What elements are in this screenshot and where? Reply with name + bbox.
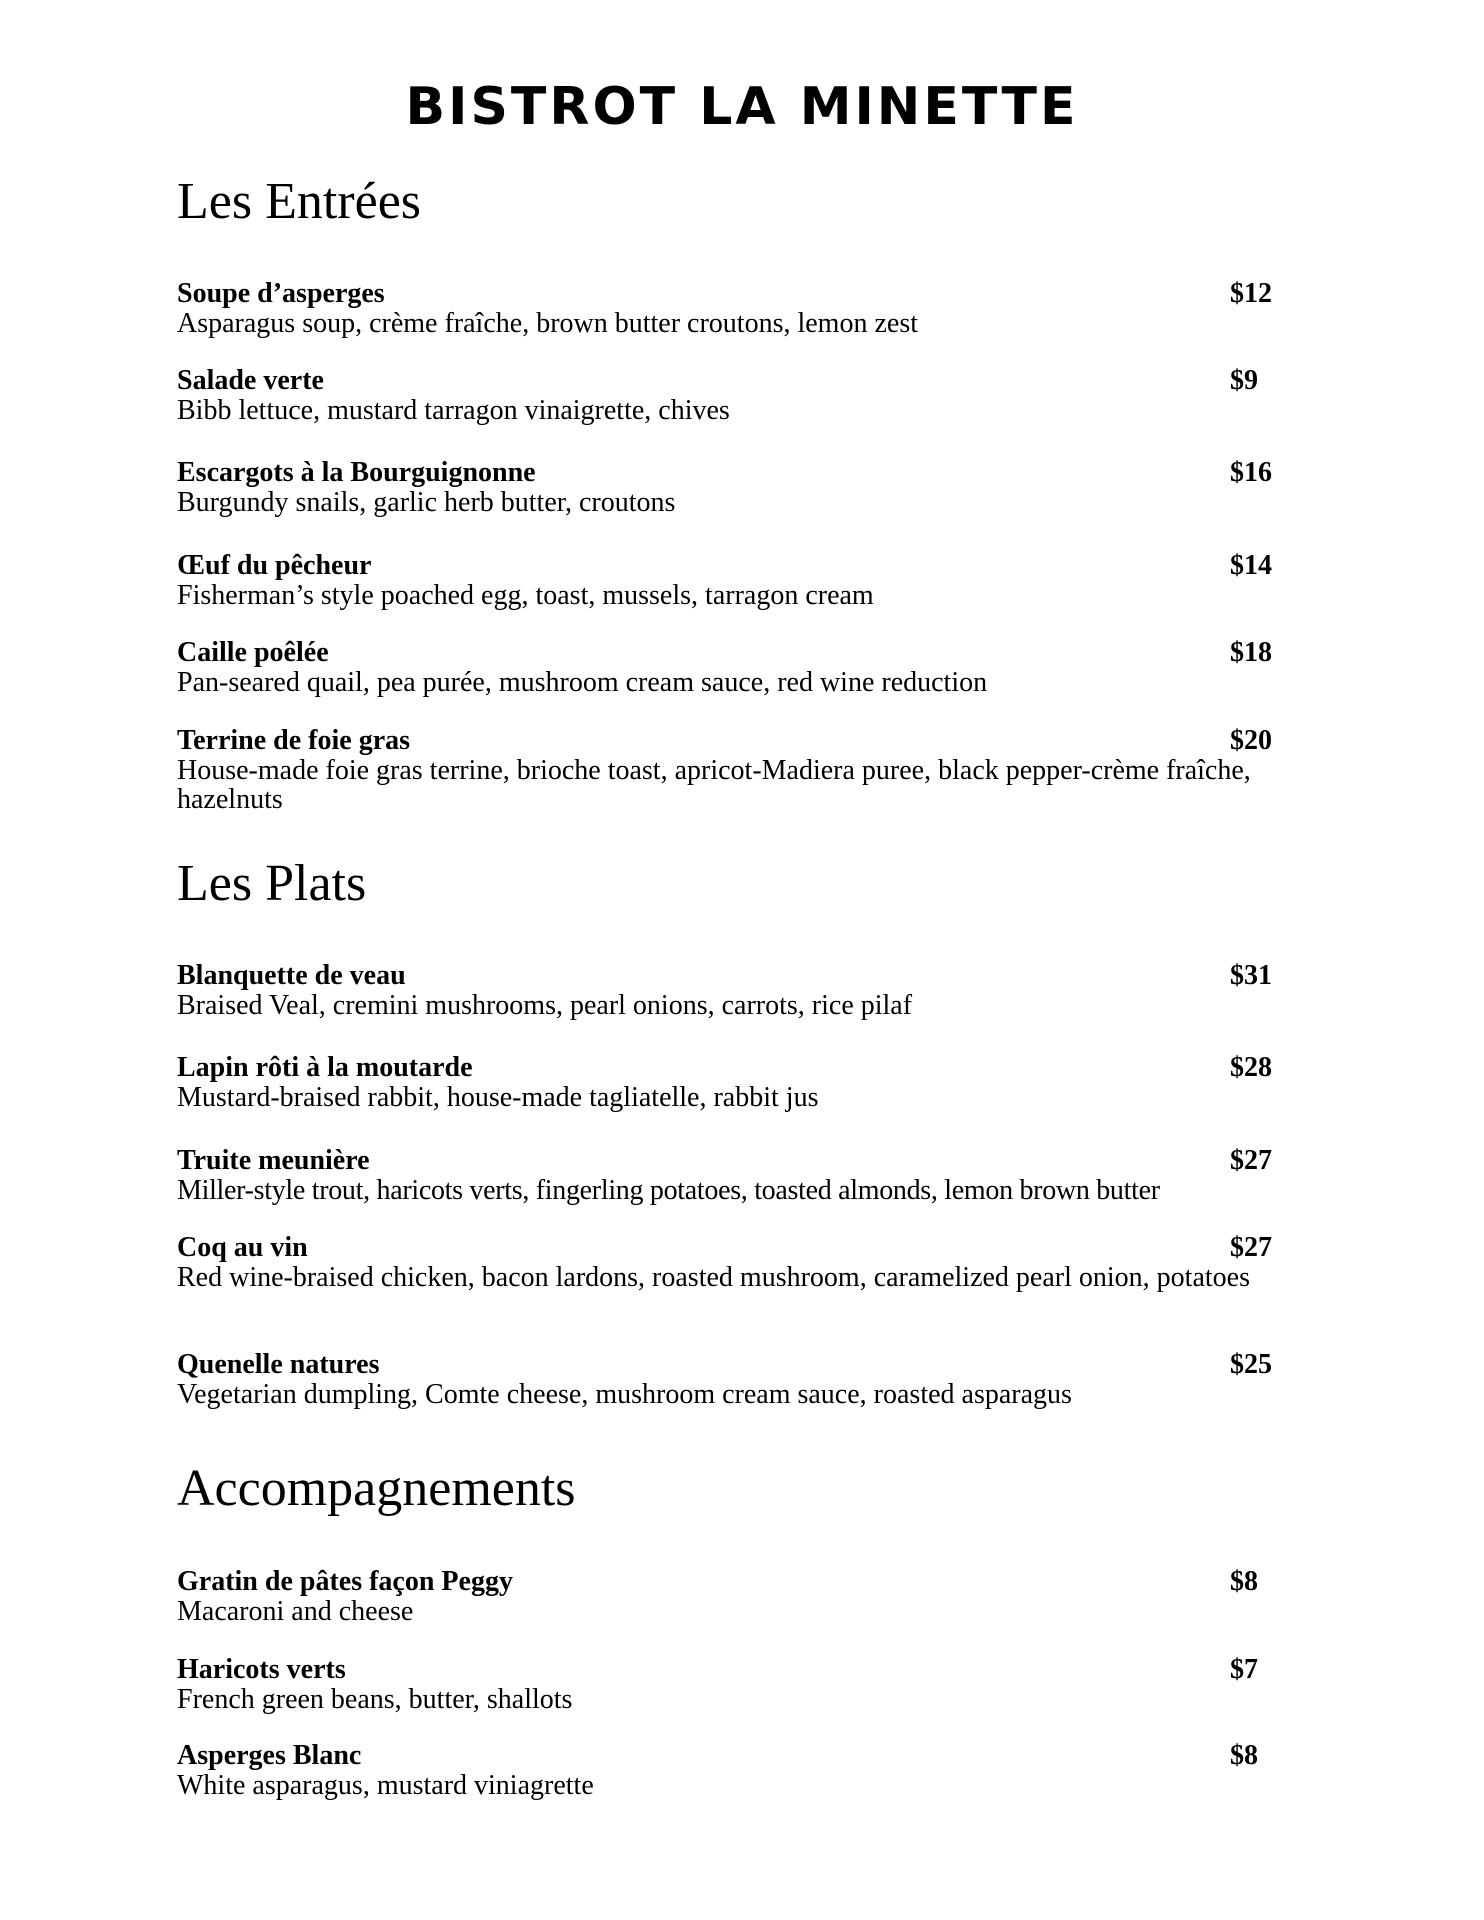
menu-item <box>177 961 1337 1020</box>
menu-item-price: $20 <box>1230 725 1272 756</box>
menu-item-description: Miller-style trout, haricots verts, fingerling potatoes, toasted almonds, lemon brown butter <box>177 1175 1160 1206</box>
menu-item-description: Asparagus soup, crème fraîche, brown butter croutons, lemon zest <box>177 308 918 339</box>
menu-item <box>177 1741 1337 1800</box>
menu-item-name: Salade verte <box>177 365 324 396</box>
menu-item-price: $7 <box>1230 1654 1258 1685</box>
menu-item-description: Bibb lettuce, mustard tarragon vinaigrette, chives <box>177 395 730 426</box>
menu-item-name: Soupe d’asperges <box>177 278 385 309</box>
menu-item-name: Gratin de pâtes façon Peggy <box>177 1566 513 1597</box>
menu-item-name: Coq au vin <box>177 1232 308 1263</box>
menu-item <box>177 551 1337 610</box>
section-title-plats: Les Plats <box>177 855 367 912</box>
menu-item <box>177 1350 1337 1409</box>
menu-item-name: Haricots verts <box>177 1654 346 1685</box>
menu-item <box>177 638 1337 697</box>
section-title-accompagnements: Accompagnements <box>177 1460 576 1517</box>
menu-item-description: French green beans, butter, shallots <box>177 1684 573 1715</box>
menu-item <box>177 726 1337 814</box>
menu-item-price: $8 <box>1230 1566 1258 1597</box>
section-title-entrees: Les Entrées <box>177 173 422 230</box>
menu-item-description: Mustard-braised rabbit, house-made tagliatelle, rabbit jus <box>177 1082 819 1113</box>
menu-item-name: Escargots à la Bourguignonne <box>177 457 536 488</box>
menu-item-price: $12 <box>1230 278 1272 309</box>
menu-item-price: $31 <box>1230 960 1272 991</box>
menu-item-name: Blanquette de veau <box>177 960 406 991</box>
menu-item <box>177 1655 1337 1714</box>
menu-item-price: $25 <box>1230 1349 1272 1380</box>
menu-item-description: Pan-seared quail, pea purée, mushroom cream sauce, red wine reduction <box>177 667 988 698</box>
menu-item-price: $16 <box>1230 457 1272 488</box>
menu-item <box>177 279 1337 338</box>
menu-item-description: Macaroni and cheese <box>177 1596 414 1627</box>
menu-item-name: Lapin rôti à la moutarde <box>177 1052 473 1083</box>
menu-item <box>177 1567 1337 1626</box>
menu-item-description: Vegetarian dumpling, Comte cheese, mushroom cream sauce, roasted asparagus <box>177 1379 1072 1410</box>
menu-item-name: Truite meunière <box>177 1145 370 1176</box>
menu-item-description: White asparagus, mustard viniagrette <box>177 1770 594 1801</box>
menu-item-name: Quenelle natures <box>177 1349 380 1380</box>
menu-item <box>177 1233 1337 1292</box>
menu-item-name: Terrine de foie gras <box>177 725 411 756</box>
menu-item-price: $27 <box>1230 1232 1272 1263</box>
menu-item-name: Caille poêlée <box>177 637 329 668</box>
menu-item-price: $27 <box>1230 1145 1272 1176</box>
menu-item <box>177 458 1337 517</box>
restaurant-name: BISTROT LA MINETTE <box>405 77 1079 137</box>
menu-item-name: Asperges Blanc <box>177 1740 362 1771</box>
menu-item-description: Fisherman’s style poached egg, toast, mussels, tarragon cream <box>177 580 874 611</box>
menu-item-price: $18 <box>1230 637 1272 668</box>
menu-item-name: Œuf du pêcheur <box>177 550 372 581</box>
menu-item <box>177 1146 1337 1205</box>
menu-item-description: Braised Veal, cremini mushrooms, pearl onions, carrots, rice pilaf <box>177 990 913 1021</box>
menu-item <box>177 1053 1337 1112</box>
menu-item-price: $8 <box>1230 1740 1258 1771</box>
menu-item-description: House-made foie gras terrine, brioche toast, apricot-Madiera puree, black pepper-crème fraîche, hazelnuts <box>177 755 1251 815</box>
menu-item-price: $14 <box>1230 550 1272 581</box>
menu-item <box>177 366 1337 425</box>
menu-item-description: Red wine-braised chicken, bacon lardons, roasted mushroom, caramelized pearl onion, potatoes <box>177 1262 1250 1293</box>
menu-item-price: $9 <box>1230 365 1258 396</box>
menu-item-price: $28 <box>1230 1052 1272 1083</box>
menu-item-description: Burgundy snails, garlic herb butter, croutons <box>177 487 676 518</box>
